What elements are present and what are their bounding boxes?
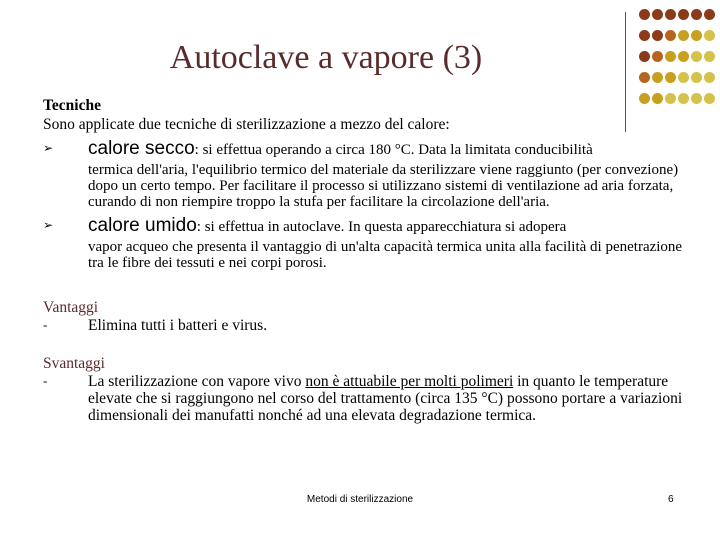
decorative-dot [691,30,702,41]
dash-bullet: - [43,373,48,388]
page-number: 6 [668,494,674,505]
footer-title: Metodi di sterilizzazione [306,494,414,505]
decorative-dot [652,9,663,20]
decorative-dot [665,9,676,20]
decorative-dot [704,30,715,41]
decorative-dot [639,30,650,41]
decorative-dot [704,51,715,62]
bullet-term: calore umido [88,215,197,236]
decorative-dot [665,51,676,62]
decorative-dot [678,72,689,83]
svantaggi-text-before: La sterilizzazione con vapore vivo [88,373,306,390]
decorative-dot [691,72,702,83]
decorative-dot [704,9,715,20]
arrow-bullet-icon: ➢ [43,141,54,155]
section-heading-vantaggi: Vantaggi [43,299,99,316]
decorative-dot-grid [639,9,717,109]
decorative-dot [652,30,663,41]
tecniche-intro: Sono applicate due tecniche di sterilizzazione a mezzo del calore: [43,116,450,133]
decorative-dot [665,72,676,83]
svantaggi-text [88,373,683,424]
decorative-dot [691,93,702,104]
decorative-dot [639,9,650,20]
bullet-lead: : si effettua operando a circa 180 °C. Data la limitata conducibilità [194,142,593,158]
decorative-dot [704,72,715,83]
bullet-term: calore secco [88,138,195,159]
arrow-bullet-icon: ➢ [43,218,54,232]
decorative-dot [639,72,650,83]
decorative-dot [652,51,663,62]
vantaggi-item [43,317,683,334]
decorative-dot [652,72,663,83]
svantaggi-text-after: in quanto le temperature elevate che si raggiungono nel corso del trattamento (circa 135 °C) possono portare a variazioni dimensionali dei manufatti nonché ad una elevata degradazione termica. [88,373,683,424]
bullet-text [88,214,683,271]
bullet-item-calore-umido [43,214,683,271]
dash-bullet: - [43,317,48,332]
section-heading-svantaggi: Svantaggi [43,355,105,372]
bullet-rest: vapor acqueo che presenta il vantaggio di un'alta capacità termica unita alla facilità di penetrazione tra le fibre dei tessuti e nei corpi porosi. [88,239,683,271]
section-heading-tecniche: Tecniche [43,97,101,114]
bullet-lead: : si effettua in autoclave. In questa apparecchiatura si adopera [196,219,567,235]
decorative-dot [678,51,689,62]
slide-content [43,96,683,424]
decorative-dot [639,51,650,62]
svantaggi-text-underlined: non è attuabile per molti polimeri [305,373,514,390]
vantaggi-text: Elimina tutti i batteri e virus. [88,317,268,334]
bullet-text [88,137,683,210]
decorative-dot [665,30,676,41]
decorative-dot [678,9,689,20]
decorative-dot [678,30,689,41]
bullet-rest: termica dell'aria, l'equilibrio termico del materiale da sterilizzare viene raggiunto (per convezione) dopo un certo tempo. Per facilitare il processo si utilizzano sistemi di ventilazione ad aria forzata, curando di non riempire troppo la stufa per facilitare la circolazione dell'aria. [88,162,679,210]
decorative-dot [704,93,715,104]
svantaggi-item [43,373,683,424]
slide-title: Autoclave a vapore (3) [169,39,483,76]
decorative-dot [691,9,702,20]
decorative-dot [691,51,702,62]
bullet-item-calore-secco [43,137,683,210]
